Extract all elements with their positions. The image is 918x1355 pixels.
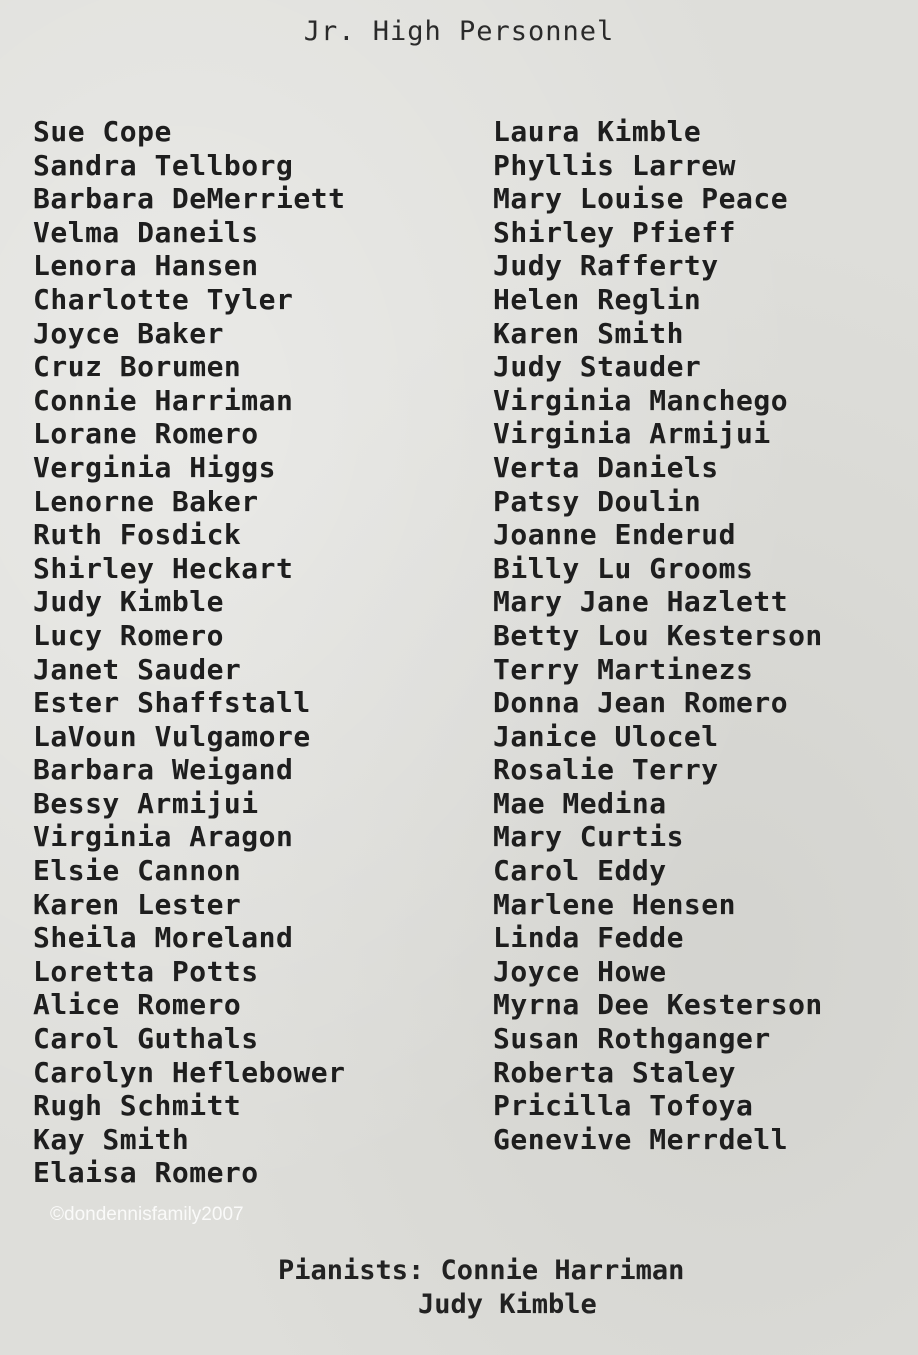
- name-entry: Elaisa Romero: [33, 1156, 259, 1190]
- name-entry: Karen Lester: [33, 887, 242, 921]
- name-entry: Mary Louise Peace: [493, 182, 789, 216]
- name-entry: Linda Fedde: [493, 921, 684, 955]
- name-entry: Karen Smith: [493, 316, 684, 350]
- name-entry: Carol Guthals: [33, 1022, 259, 1056]
- name-entry: Carolyn Heflebower: [33, 1055, 346, 1089]
- name-entry: Mary Curtis: [493, 820, 684, 854]
- name-entry: Judy Stauder: [493, 350, 702, 384]
- name-entry: Mae Medina: [493, 786, 667, 820]
- name-entry: Janice Ulocel: [493, 719, 719, 753]
- name-entry: Billy Lu Grooms: [493, 551, 754, 585]
- name-entry: Terry Martinezs: [493, 652, 754, 686]
- name-list-right: [493, 115, 823, 1156]
- name-entry: Shirley Pfieff: [493, 215, 737, 249]
- name-entry: Barbara DeMerriett: [33, 182, 346, 216]
- name-entry: Virginia Manchego: [493, 383, 789, 417]
- name-entry: Verginia Higgs: [33, 450, 277, 484]
- name-entry: Connie Harriman: [33, 383, 294, 417]
- name-entry: Betty Lou Kesterson: [493, 618, 823, 652]
- name-entry: Virginia Armijui: [493, 417, 771, 451]
- name-entry: Cruz Borumen: [33, 350, 242, 384]
- name-entry: Roberta Staley: [493, 1055, 737, 1089]
- name-entry: Elsie Cannon: [33, 854, 242, 888]
- name-entry: Rugh Schmitt: [33, 1089, 242, 1123]
- name-entry: Velma Daneils: [33, 215, 259, 249]
- page-title: Jr. High Personnel: [303, 16, 615, 47]
- name-entry: Joyce Howe: [493, 954, 667, 988]
- copyright-watermark: ©dondennisfamily2007: [50, 1204, 244, 1225]
- name-entry: Helen Reglin: [493, 282, 702, 316]
- name-entry: Lenorne Baker: [33, 484, 259, 518]
- name-entry: Janet Sauder: [33, 652, 242, 686]
- name-entry: Mary Jane Hazlett: [493, 585, 789, 619]
- name-entry: Ruth Fosdick: [33, 518, 242, 552]
- name-entry: Charlotte Tyler: [33, 282, 294, 316]
- name-entry: Marlene Hensen: [493, 887, 737, 921]
- name-entry: Virginia Aragon: [33, 820, 294, 854]
- name-entry: Ester Shaffstall: [33, 686, 311, 720]
- name-entry: Donna Jean Romero: [493, 686, 789, 720]
- name-entry: Kay Smith: [33, 1122, 190, 1156]
- name-entry: Sue Cope: [33, 115, 172, 148]
- name-entry: LaVoun Vulgamore: [33, 719, 311, 753]
- name-entry: Susan Rothganger: [493, 1022, 771, 1056]
- name-entry: Carol Eddy: [493, 854, 667, 888]
- name-entry: Barbara Weigand: [33, 753, 294, 787]
- name-entry: Rosalie Terry: [493, 753, 719, 787]
- name-entry: Sheila Moreland: [33, 921, 294, 955]
- name-entry: Patsy Doulin: [493, 484, 702, 518]
- name-entry: Loretta Potts: [33, 954, 259, 988]
- pianists-line-1: Pianists: Connie Harriman: [278, 1255, 685, 1286]
- name-entry: Verta Daniels: [493, 450, 719, 484]
- name-entry: Judy Rafferty: [493, 249, 719, 283]
- name-entry: Bessy Armijui: [33, 786, 259, 820]
- pianists-line-2: Judy Kimble: [418, 1289, 597, 1320]
- name-list-left: [33, 115, 345, 1190]
- name-entry: Phyllis Larrew: [493, 148, 737, 182]
- name-entry: Joyce Baker: [33, 316, 224, 350]
- name-entry: Lenora Hansen: [33, 249, 259, 283]
- name-entry: Sandra Tellborg: [33, 148, 294, 182]
- name-entry: Myrna Dee Kesterson: [493, 988, 823, 1022]
- name-entry: Alice Romero: [33, 988, 242, 1022]
- name-entry: Joanne Enderud: [493, 518, 737, 552]
- name-entry: Laura Kimble: [493, 115, 702, 148]
- name-entry: Genevive Merrdell: [493, 1122, 789, 1156]
- name-entry: Pricilla Tofoya: [493, 1089, 754, 1123]
- name-entry: Lorane Romero: [33, 417, 259, 451]
- name-entry: Shirley Heckart: [33, 551, 294, 585]
- name-entry: Judy Kimble: [33, 585, 224, 619]
- name-entry: Lucy Romero: [33, 618, 224, 652]
